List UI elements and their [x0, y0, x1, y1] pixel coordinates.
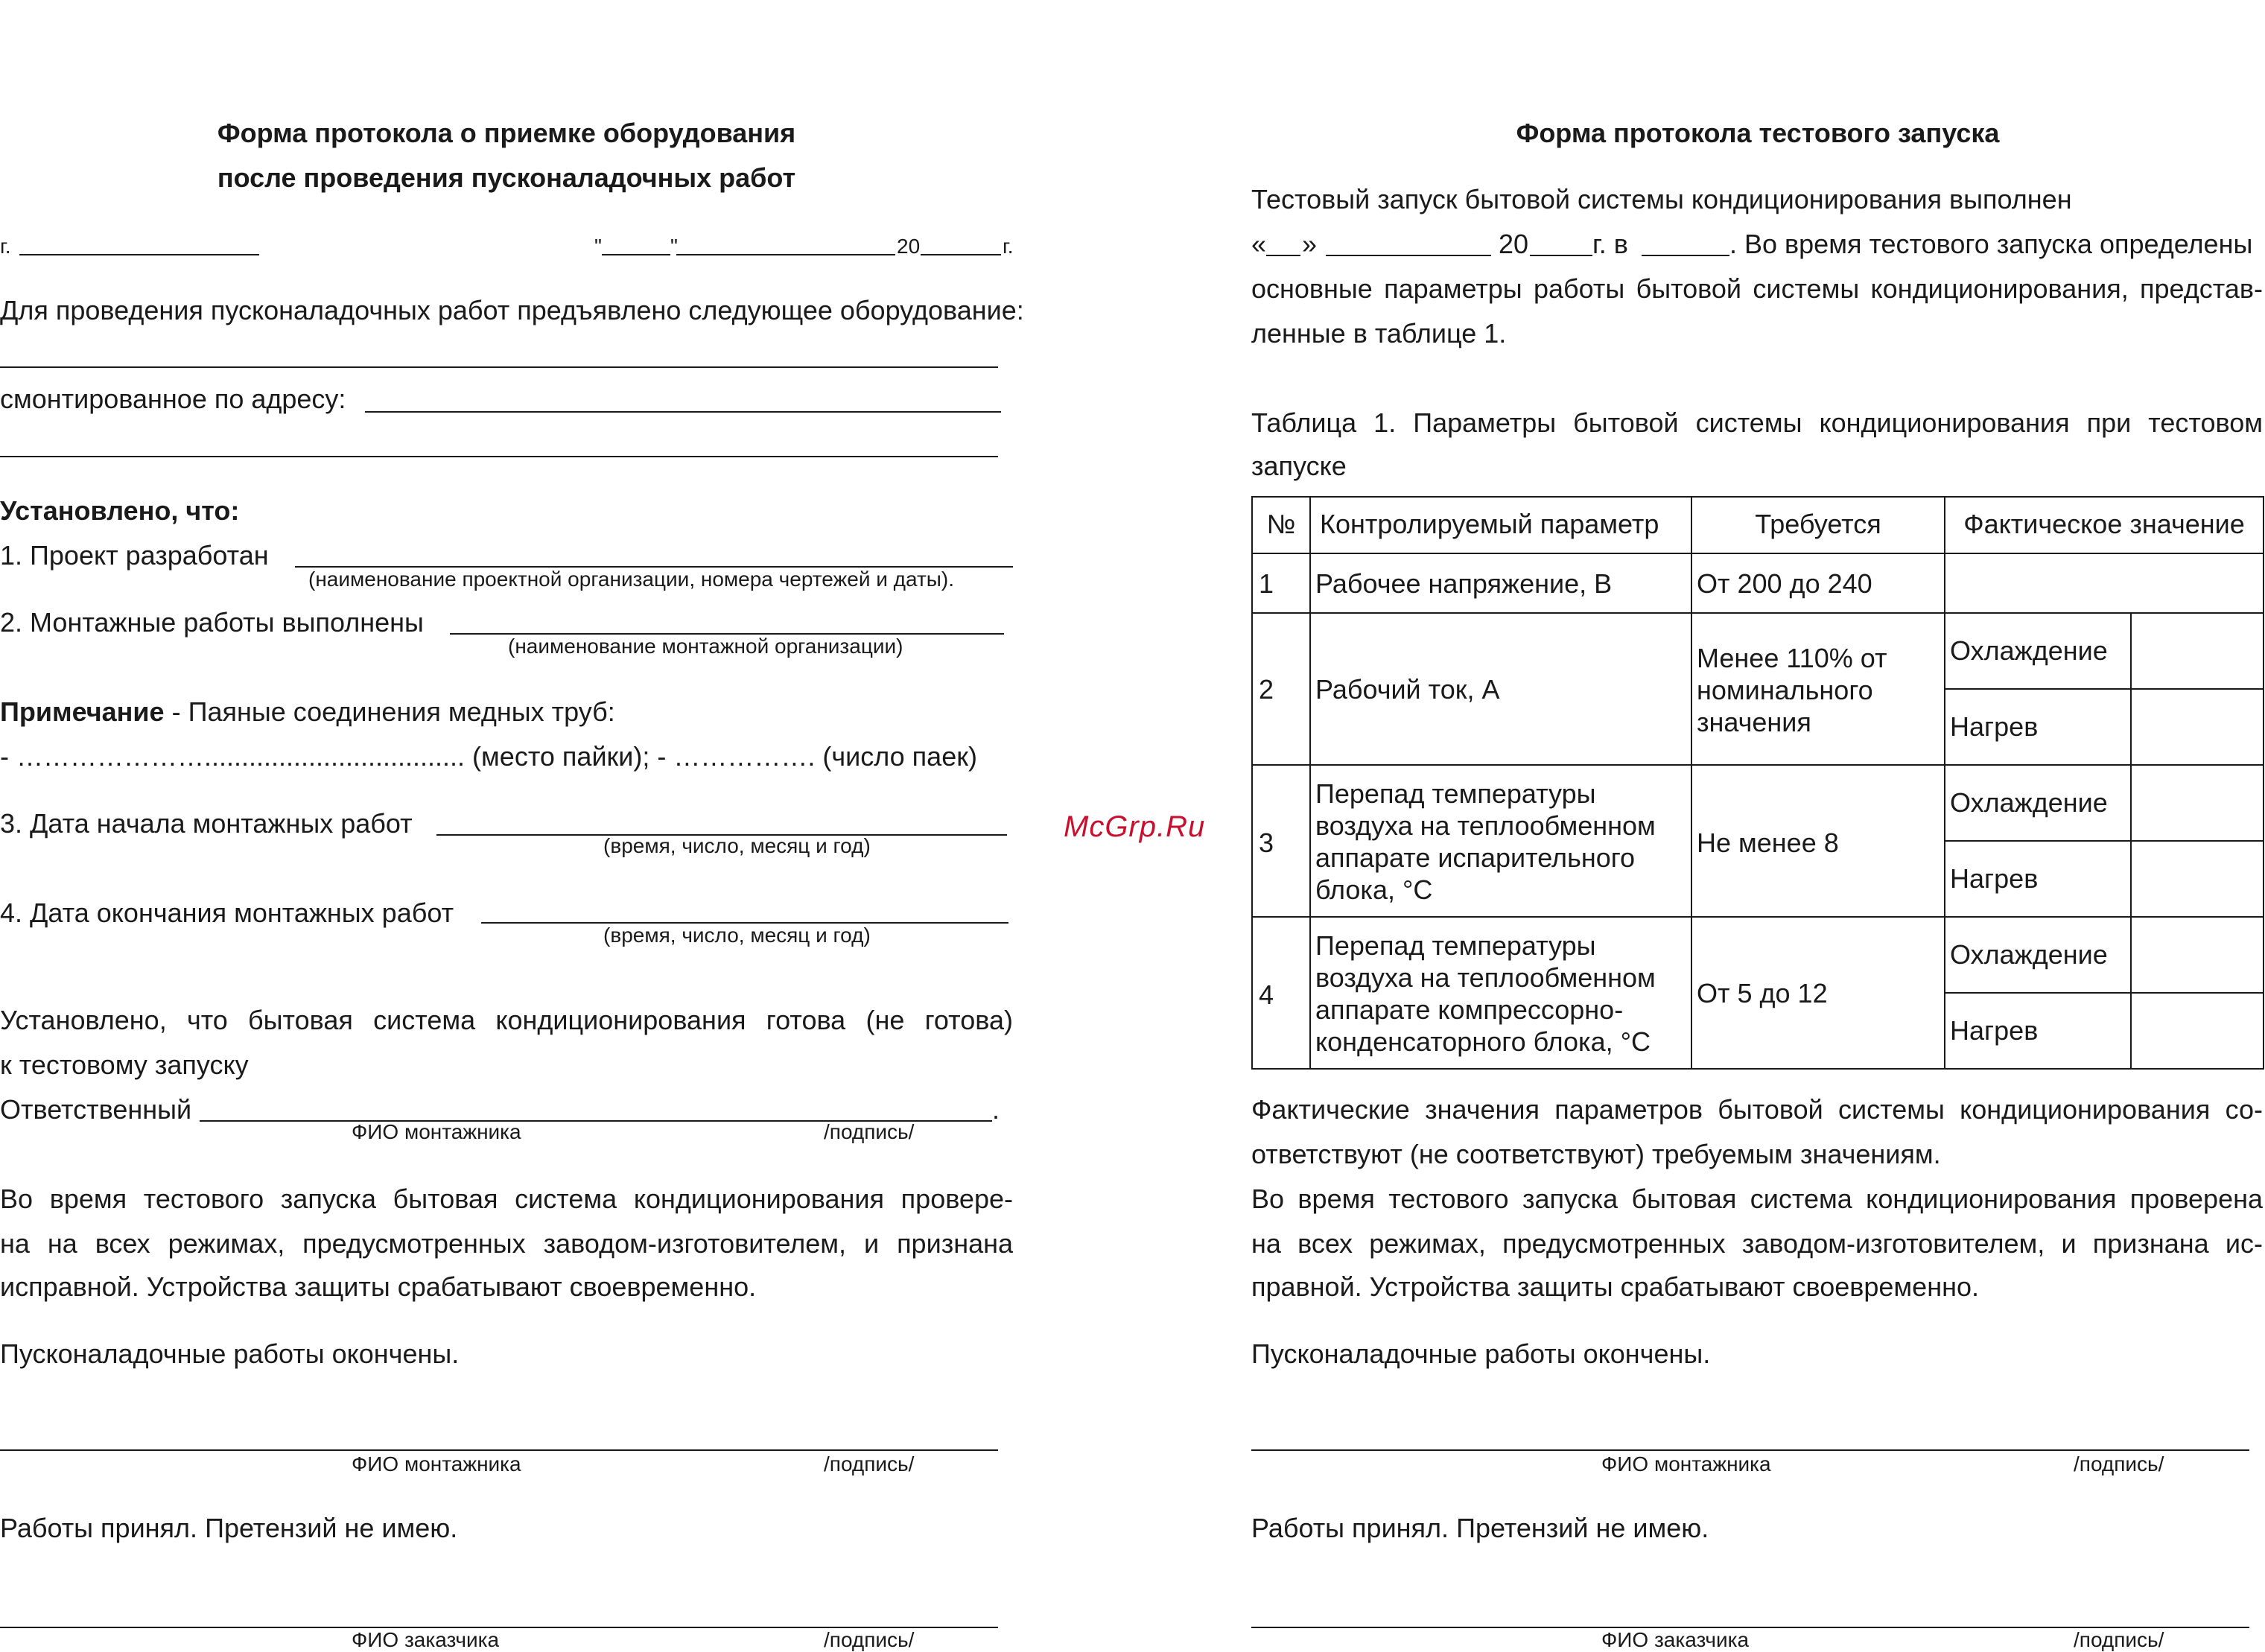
table-row-divider [1251, 764, 2264, 766]
date-day-field[interactable] [602, 254, 670, 255]
date-year-field[interactable] [921, 254, 1001, 255]
address-label: смонтированное по адресу: [0, 384, 346, 414]
city-field[interactable] [19, 254, 259, 255]
header-required: Требуется [1755, 509, 1881, 539]
test-year-field[interactable] [1530, 255, 1592, 256]
row2-required: Менее 110% от номинального значения [1697, 643, 1887, 737]
row3-required: Не менее 8 [1697, 827, 1839, 858]
table-row-divider [1251, 612, 2264, 614]
right-checked-line-3: правной. Устройства защиты срабатывают своевременно. [1251, 1271, 1979, 1302]
left-title-line-1: Форма протокола о приемке оборудования [217, 118, 796, 148]
intro-year-prefix: 20 [1499, 229, 1529, 259]
row4-cooling-value-field[interactable] [2133, 919, 2261, 991]
row3-heating-value-field[interactable] [2133, 843, 2261, 915]
city-prefix: г. [0, 235, 11, 258]
item4-label: 4. Дата окончания монтажных работ [0, 898, 454, 928]
row2-num: 2 [1259, 674, 1274, 705]
row4-heating-value-field[interactable] [2133, 995, 2261, 1067]
right-fio-client-caption: ФИО заказчика [1601, 1628, 1750, 1651]
item3-hint: (время, число, месяц и год) [603, 834, 871, 857]
item1-label: 1. Проект разработан [0, 540, 269, 571]
address-field-2[interactable] [0, 456, 998, 457]
checked-line-1: Во время тестового запуска бытовая система кондиционирования провере- [0, 1184, 1013, 1214]
header-param: Контролируемый параметр [1320, 509, 1659, 539]
table-col-divider [2130, 612, 2132, 1070]
intro-quote-close: » [1302, 229, 1318, 259]
left-title-line-2: после проведения пусконаладочных работ [217, 162, 796, 193]
test-month-field[interactable] [1326, 255, 1491, 256]
responsible-end: . [992, 1094, 1000, 1125]
header-num: № [1266, 509, 1296, 539]
table-subrow-divider [1944, 688, 2264, 690]
date-month-field[interactable] [676, 254, 895, 255]
table-col-divider [1944, 496, 1945, 1070]
solder-line: - …………………................................... (место пайки); - ……………. (число паек) [0, 741, 977, 772]
test-time-field[interactable] [1642, 255, 1729, 256]
right-finished-line: Пусконаладочные работы окончены. [1251, 1338, 1711, 1369]
right-checked-line-2: на всех режимах, предусмотренных заводом-изготовителем, и признана ис- [1251, 1228, 2263, 1259]
note-line [0, 696, 615, 728]
right-checked-line-1: Во время тестового запуска бытовая система кондиционирования проверена [1251, 1184, 2263, 1214]
row2-mode-cooling: Охлаждение [1950, 635, 2108, 666]
header-actual: Фактическое значение [1963, 509, 2245, 539]
date-suffix: г. [1003, 235, 1014, 258]
signature-caption-2: /подпись/ [824, 1452, 915, 1475]
test-day-field[interactable] [1266, 255, 1300, 256]
established-heading: Установлено, что: [0, 495, 240, 526]
responsible-label: Ответственный [0, 1094, 192, 1125]
checked-line-2: на на всех режимах, предусмотренных заводом-изготовителем, и признана [0, 1228, 1013, 1259]
right-title: Форма протокола тестового запуска [1516, 118, 2000, 148]
fact-line-2: ответствуют (не соответствуют) требуемым значениям. [1251, 1139, 1941, 1169]
intro-line-2-rest: . Во время тестового запуска определены [1729, 229, 2253, 259]
row1-num: 1 [1259, 568, 1274, 599]
date-quote-close: " [670, 235, 678, 258]
row4-mode-heating: Нагрев [1950, 1015, 2039, 1046]
fact-line-1: Фактические значения параметров бытовой системы кондиционирования со- [1251, 1094, 2263, 1125]
row2-heating-value-field[interactable] [2133, 691, 2261, 763]
right-accepted-line: Работы принял. Претензий не имею. [1251, 1513, 1709, 1543]
row3-cooling-value-field[interactable] [2133, 767, 2261, 839]
row3-mode-cooling: Охлаждение [1950, 787, 2108, 818]
date-year-prefix: 20 [897, 235, 921, 258]
right-signature-caption-2: /подпись/ [2074, 1628, 2164, 1651]
table-caption-line-1: Таблица 1. Параметры бытовой системы кондиционирования при тестовом [1251, 407, 2263, 438]
watermark: McGrp.Ru [1064, 810, 1206, 843]
ready-line-2: к тестовому запуску [0, 1049, 249, 1080]
item1-hint: (наименование проектной организации, номера чертежей и даты). [308, 568, 955, 591]
row4-required: От 5 до 12 [1697, 978, 1828, 1008]
table-col-divider [1691, 496, 1692, 1070]
checked-line-3: исправной. Устройства защиты срабатывают своевременно. [0, 1271, 757, 1302]
note-rest: - Паяные соединения медных труб: [164, 696, 615, 727]
right-installer-sign-field[interactable] [1251, 1449, 2249, 1451]
table-row-divider [1251, 553, 2264, 554]
fio-client-caption: ФИО заказчика [352, 1628, 500, 1651]
table-border-left [1251, 496, 1253, 1070]
intro-quote-open: « [1251, 229, 1267, 259]
table-border-right [2263, 496, 2264, 1070]
row4-mode-cooling: Охлаждение [1950, 939, 2108, 970]
finished-line: Пусконаладочные работы окончены. [0, 1338, 460, 1369]
table-subrow-divider [1944, 992, 2264, 994]
address-field[interactable] [365, 411, 1001, 413]
table-caption-line-2: запуске [1251, 451, 1347, 481]
row1-param: Рабочее напряжение, В [1315, 568, 1613, 599]
item2-label: 2. Монтажные работы выполнены [0, 607, 424, 638]
table-subrow-divider [1944, 840, 2264, 842]
intro-year-suffix: г. в [1592, 229, 1628, 259]
row3-num: 3 [1259, 827, 1274, 858]
row4-num: 4 [1259, 979, 1274, 1010]
signature-caption-3: /подпись/ [824, 1628, 915, 1651]
row2-cooling-value-field[interactable] [2133, 615, 2261, 687]
installer-sign-field[interactable] [0, 1449, 998, 1451]
equipment-field[interactable] [0, 366, 998, 368]
intro-line-4: ленные в таблице 1. [1251, 318, 1507, 349]
item4-hint: (время, число, месяц и год) [603, 924, 871, 947]
row2-param: Рабочий ток, А [1315, 674, 1500, 705]
row3-param: Перепад температуры воздуха на теплообменном аппарате испарительного блока, °С [1315, 778, 1656, 905]
row1-required: От 200 до 240 [1697, 568, 1872, 599]
right-fio-installer-caption: ФИО монтажника [1601, 1452, 1771, 1475]
row3-mode-heating: Нагрев [1950, 863, 2039, 894]
item2-hint: (наименование монтажной организации) [508, 635, 903, 658]
table-row-divider [1251, 916, 2264, 918]
table-col-divider [1309, 496, 1311, 1070]
item3-label: 3. Дата начала монтажных работ [0, 808, 413, 839]
ready-line-1: Установлено, что бытовая система кондиционирования готова (не готова) [0, 1005, 1013, 1035]
intro-line-3: основные параметры работы бытовой системы кондиционирования, представ- [1251, 273, 2263, 304]
row2-mode-heating: Нагрев [1950, 711, 2039, 742]
table-border-bottom [1251, 1068, 2264, 1070]
fio-installer-caption-2: ФИО монтажника [352, 1452, 521, 1475]
row4-param: Перепад температуры воздуха на теплообменном аппарате компрессорно-конденсаторного блока, °С [1315, 930, 1656, 1057]
right-signature-caption-1: /подпись/ [2074, 1452, 2164, 1475]
row1-actual-field[interactable] [1947, 556, 2260, 611]
equipment-label: Для проведения пусконаладочных работ предъявлено следующее оборудование: [0, 295, 1024, 325]
fio-installer-caption-1: ФИО монтажника [352, 1120, 521, 1143]
note-bold: Примечание [0, 696, 165, 727]
accepted-line: Работы принял. Претензий не имею. [0, 1513, 458, 1543]
date-quote-open: " [594, 235, 602, 258]
intro-line-1: Тестовый запуск бытовой системы кондиционирования выполнен [1251, 184, 2072, 215]
table-border-top [1251, 496, 2264, 498]
signature-caption-1: /подпись/ [824, 1120, 915, 1143]
